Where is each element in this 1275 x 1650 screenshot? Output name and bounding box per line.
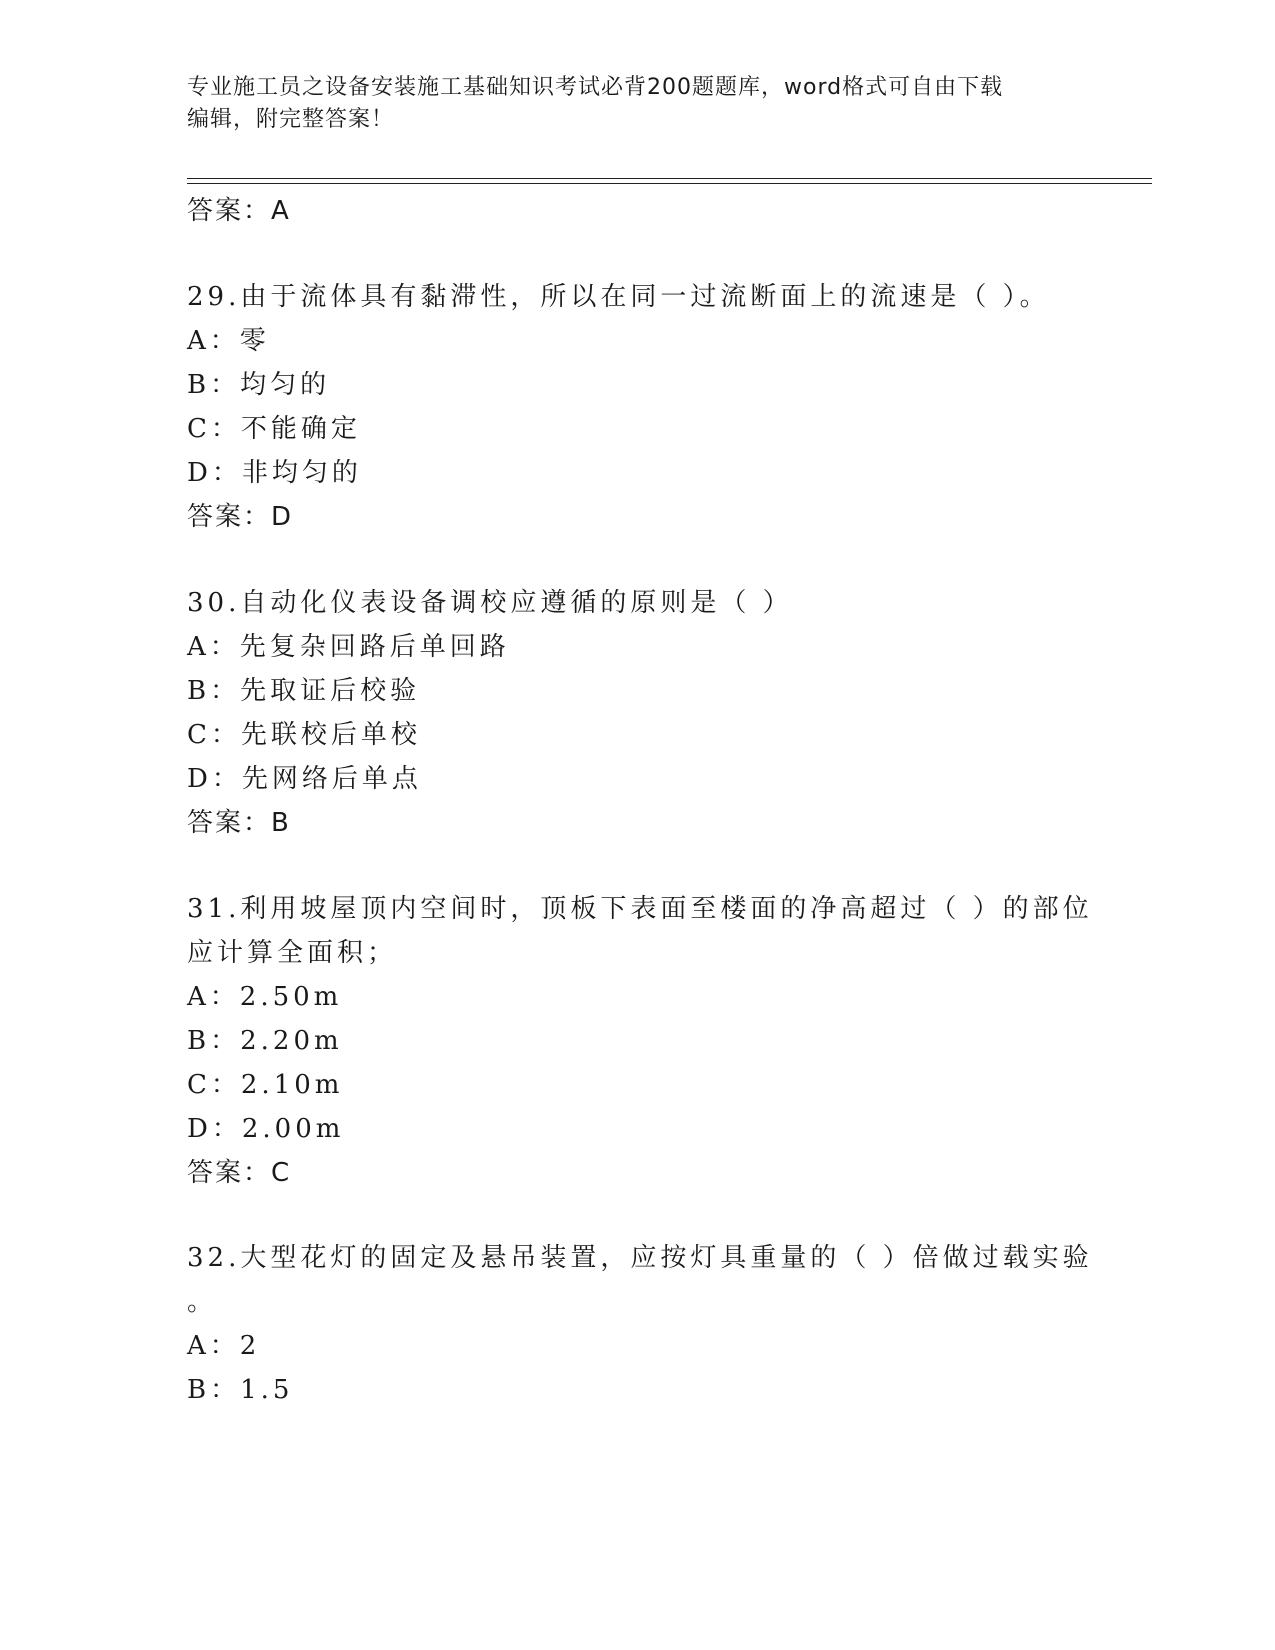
question-29-option-b: B：均匀的 — [187, 370, 331, 400]
question-31-stem-line-2: 应计算全面积； — [187, 938, 398, 968]
question-30-option-b: B：先取证后校验 — [187, 676, 421, 706]
question-29-option-d: D：非均匀的 — [187, 458, 362, 488]
question-30-option-a: A：先复杂回路后单回路 — [187, 632, 510, 662]
question-31-option-c: C：2.10m — [187, 1070, 344, 1100]
answer-q29: 答案：D — [187, 502, 294, 532]
question-30-option-d: D：先网络后单点 — [187, 764, 422, 794]
answer-q31: 答案：C — [187, 1158, 292, 1188]
answer-q30: 答案：B — [187, 808, 291, 838]
header-rule-top — [187, 178, 1152, 179]
question-31-option-b: B：2.20m — [187, 1026, 343, 1056]
answer-q28: 答案：A — [187, 196, 291, 226]
question-31-option-a: A：2.50m — [187, 982, 343, 1012]
header-line-2: 编辑，附完整答案！ — [187, 107, 395, 132]
document-header — [187, 72, 1087, 136]
header-line-1: 专业施工员之设备安装施工基础知识考试必背200题题库，word格式可自由下载 — [187, 75, 1004, 100]
question-30-option-c: C：先联校后单校 — [187, 720, 421, 750]
question-31-stem-line-1: 31.利用坡屋顶内空间时，顶板下表面至楼面的净高超过（ ）的部位 — [187, 894, 1093, 924]
question-32-option-b: B：1.5 — [187, 1375, 294, 1405]
question-29-stem: 29.由于流体具有黏滞性，所以在同一过流断面上的流速是（ ）。 — [187, 282, 1050, 312]
question-29-option-c: C：不能确定 — [187, 414, 361, 444]
question-30-stem: 30.自动化仪表设备调校应遵循的原则是（ ） — [187, 588, 793, 618]
question-32-stem-line-1: 32.大型花灯的固定及悬吊装置，应按灯具重量的（ ）倍做过载实验 — [187, 1243, 1093, 1273]
question-29-option-a: A：零 — [187, 326, 270, 356]
question-32-stem-line-2: 。 — [187, 1287, 218, 1317]
header-rule-bottom — [187, 183, 1152, 184]
question-31-option-d: D：2.00m — [187, 1114, 345, 1144]
question-32-option-a: A：2 — [187, 1331, 261, 1361]
